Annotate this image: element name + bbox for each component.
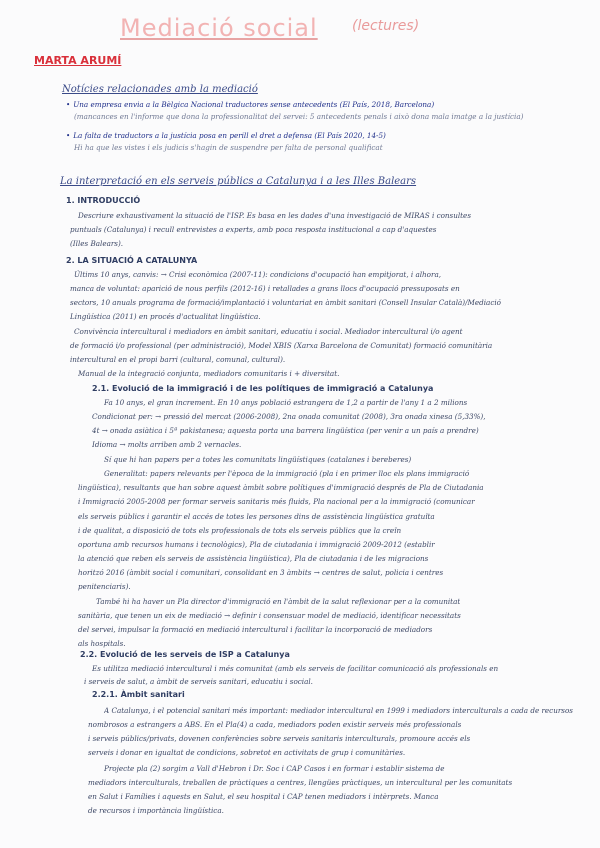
s221-line-8: de recursos i importància lingüística.: [88, 806, 224, 815]
s21-line-7: lingüística), resultants que han sobre aquest àmbit sobre polítiques d'immigració després de Pla de Ciutadania: [78, 483, 484, 492]
s221-line-6: mediadors interculturals, treballen de pràctiques a centres, llengües pràctiques, un intercultural per les comunitats: [88, 778, 513, 787]
intro-line-1: Descriure exhaustivament la situació de l'ISP. Es basa en les dades d'una investigació de MIRAS i consultes: [78, 211, 472, 220]
s21-line-10: i de qualitat, a disposició de tots els professionals de tots els serveis públics que la creïn: [78, 526, 402, 535]
cat-line-3: sectors, 10 anuals programa de formació/implantació i voluntariat en àmbit sanitari (Consell Insular Català)/Mediació: [70, 298, 501, 307]
cat-line-1: Últims 10 anys, canvis: → Crisi econòmica (2007-11): condicions d'ocupació han empitjorat, i alhora,: [74, 270, 442, 279]
cat-line-8: Manual de la integració conjunta, mediadors comunitaris i + diversitat.: [78, 369, 340, 378]
s21-line-6: Generalitat: papers relevants per l'època de la immigració (pla i en primer lloc els plans immigració: [104, 469, 470, 478]
s21-line-17: del servei, impulsar la formació en mediació intercultural i facilitar la incorporació de mediadors: [78, 625, 433, 634]
page-title: Mediació social: [120, 14, 318, 42]
cat-line-2: manca de voluntat: aparició de nous perfils (2012-16) i retallades a grans llocs d'ocupació pressuposats en: [70, 284, 460, 293]
s21-line-16: sanitària, que tenen un eix de mediació → definir i consensuar model de mediació, identificar necessitats: [78, 611, 461, 620]
s21-line-8: i Immigració 2005-2008 per formar serveis sanitaris més fluids, Pla nacional per a la immigració (comunicar: [78, 497, 475, 506]
s21-line-15: També hi ha haver un Pla director d'immigració en l'àmbit de la salut reflexionar per a la comunitat: [96, 597, 461, 606]
intro-line-3: (Illes Balears).: [70, 239, 124, 248]
intro-heading: 1. INTRODUCCIÓ: [66, 196, 141, 205]
section2-heading: La interpretació en els serveis públics a Catalunya i a les Illes Balears: [60, 176, 417, 187]
cat-line-7: intercultural en el propi barri (cultural, comunal, cultural).: [70, 355, 286, 364]
s221-line-1: A Catalunya, i el potencial sanitari més important: mediador intercultural en 1999 i mediadors interculturals a cada de recursos: [104, 706, 573, 715]
s221-line-7: en Salut i Famílies i aquests en Salut, el seu hospital i CAP tenen mediadors i intèrprets. Manca: [88, 792, 439, 801]
news-item-2: • La falta de traductors a la justícia posa en perill el dret a defensa (El País 2020, 14-5): [66, 131, 386, 140]
section-2-1-heading: 2.1. Evolució de la immigració i de les polítiques de immigració a Catalunya: [92, 384, 434, 393]
s21-line-18: als hospitals.: [78, 639, 126, 648]
news-item-1-note: (mancances en l'informe que dona la professionalitat del servei: 5 antecedents penals i això dona mala imatge a la justícia): [74, 112, 524, 121]
news-item-2-note: Hi ha que les vistes i els judicis s'hagin de suspendre per falta de personal qualificat: [74, 143, 383, 152]
section-2-2-heading: 2.2. Evolució de les serveis de ISP a Catalunya: [80, 650, 290, 659]
section1-heading: Notícies relacionades amb la mediació: [62, 84, 258, 95]
s221-line-5: Projecte pla (2) sorgim a Vall d'Hebron i Dr. Soc i CAP Casos i en formar i establir sistema de: [104, 764, 445, 773]
s21-line-9: els serveis públics i garantir el accés de totes les persones dins de assistència lingüística gratuïta: [78, 512, 435, 521]
s21-line-5: Sí que hi han papers per a totes les comunitats lingüístiques (catalanes i bereberes): [104, 455, 412, 464]
page-subtitle: (lectures): [352, 18, 420, 34]
s21-line-14: penitenciaris).: [78, 582, 131, 591]
s21-line-11: oportuna amb recursos humans i tecnològics), Pla de ciutadania i immigració 2009-2012 (establir: [78, 540, 435, 549]
cat-line-4: Lingüística (2011) en procés d'actualitat lingüística.: [70, 312, 261, 321]
news-item-1: • Una empresa envia a la Bèlgica Nacional traductores sense antecedents (El País, 2018, Barcelona): [66, 100, 434, 109]
catalunya-heading: 2. LA SITUACIÓ A CATALUNYA: [66, 256, 198, 265]
s221-line-2: nombrosos a estrangers a ABS. En el Pla(4) a cada, mediadors poden existir serveis més professionals: [88, 720, 462, 729]
s221-line-3: i serveis públics/privats, dovenen conferències sobre serveis sanitaris interculturals, promoure accés els: [88, 734, 471, 743]
author-name: MARTA ARUMÍ: [34, 54, 122, 67]
s21-line-2: Condicionat per: → pressió del mercat (2006-2008), 2na onada comunitat (2008), 3ra onada xinesa (5,33%),: [92, 412, 486, 421]
s21-line-1: Fa 10 anys, el gran increment. En 10 anys població estrangera de 1,2 a partir de l'any 1 a 2 milions: [104, 398, 468, 407]
s21-line-13: horitzó 2016 (àmbit social i comunitari, consolidant en 3 àmbits → centres de salut, policia i centres: [78, 568, 444, 577]
s21-line-3: 4t → onada asiàtica i 5ª pakistanesa; aquesta porta una barrera lingüística (per venir a un país a prendre): [92, 426, 479, 435]
s21-line-12: la atenció que reben els serveis de assistència lingüística), Pla de ciutadania i de les migracions: [78, 554, 429, 563]
s22-line-2: i serveis de salut, a àmbit de serveis sanitari, educatiu i social.: [84, 677, 313, 686]
s21-line-4: Idioma → molts arriben amb 2 vernacles.: [92, 440, 242, 449]
s221-line-4: serveis i donar en igualtat de condicions, sobretot en activitats de grup i comunitàries.: [88, 748, 406, 757]
s22-line-1: Es utilitza mediació intercultural i més comunitat (amb els serveis de facilitar comunicació als professionals en: [92, 664, 499, 673]
section-2-2-1-heading: 2.2.1. Àmbit sanitari: [92, 690, 185, 699]
cat-line-6: de formació i/o professional (per administració), Model XBIS (Xarxa Barcelona de Comunitat) formació comunitària: [70, 341, 493, 350]
intro-line-2: puntuals (Catalunya) i recull entrevistes a experts, amb poca resposta institucional a cap d'aquestes: [70, 225, 437, 234]
cat-line-5: Convivència intercultural i mediadors en àmbit sanitari, educatiu i social. Mediador intercultural i/o agent: [74, 327, 463, 336]
